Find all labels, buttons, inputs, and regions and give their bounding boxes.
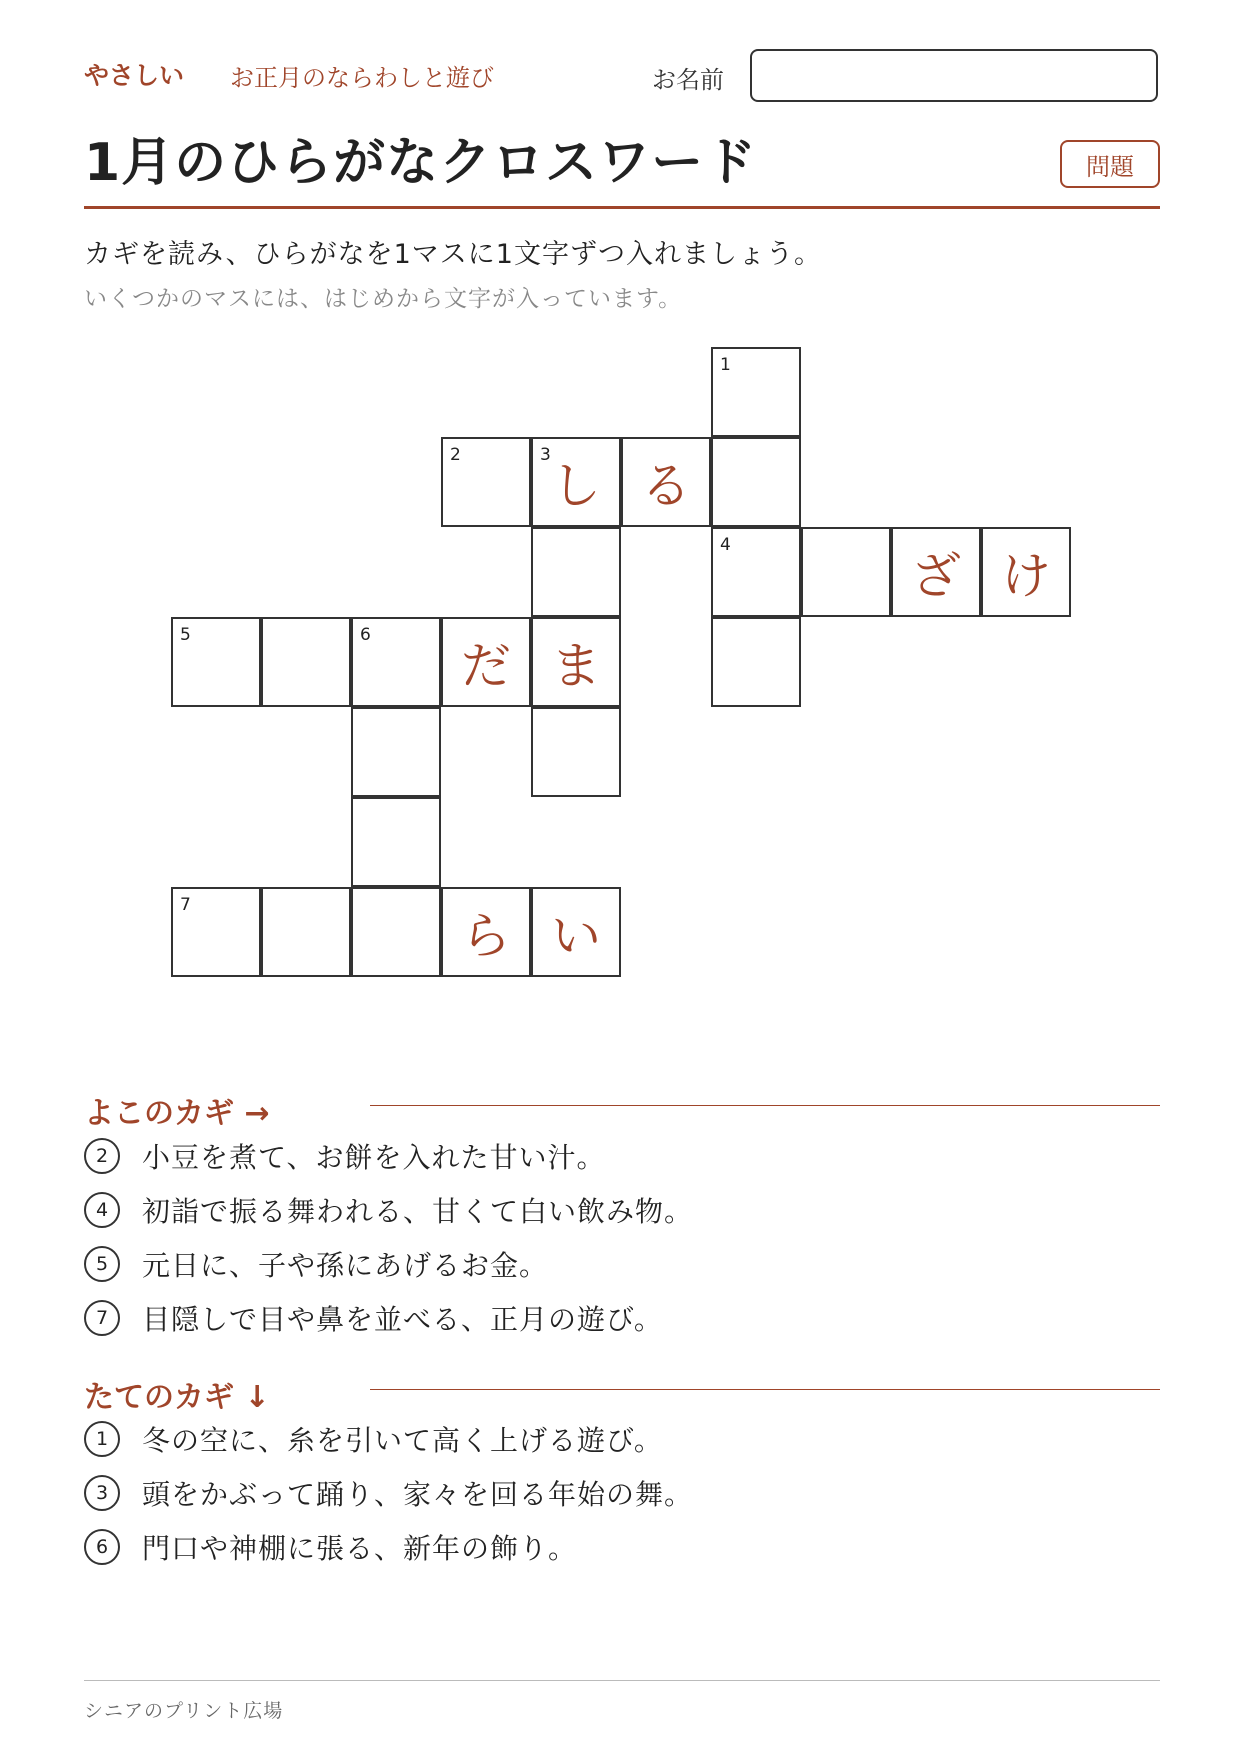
instruction-sub: いくつかのマスには、はじめから文字が入っています。: [84, 286, 683, 312]
grid-cell[interactable]: [531, 887, 621, 977]
cell-letter: [803, 529, 889, 615]
cell-letter: い: [551, 907, 601, 965]
grid-cell[interactable]: [801, 527, 891, 617]
clue-number: 6: [84, 1529, 120, 1565]
grid-cell[interactable]: [711, 437, 801, 527]
clue-item: [84, 1186, 693, 1234]
clue-text: 冬の空に、糸を引いて高く上げる遊び。: [142, 1424, 663, 1457]
across-divider: [370, 1105, 1160, 1106]
cell-letter: [713, 619, 799, 705]
instruction-main: カギを読み、ひらがなを1マスに1文字ずつ入れましょう。: [84, 239, 822, 270]
clue-number: 7: [84, 1300, 120, 1336]
footer-divider: [84, 1680, 1160, 1681]
problem-badge: 問題: [1060, 140, 1160, 188]
grid-cell[interactable]: [441, 437, 531, 527]
cell-letter: [713, 349, 799, 435]
grid-cell[interactable]: [711, 347, 801, 437]
cell-letter: ま: [551, 637, 601, 695]
cell-letter: [443, 439, 529, 525]
cell-letter: [533, 709, 619, 795]
grid-cell[interactable]: [351, 887, 441, 977]
grid-cell[interactable]: [171, 887, 261, 977]
grid-cell[interactable]: [261, 887, 351, 977]
grid-cell[interactable]: [351, 797, 441, 887]
clue-text: 目隠しで目や鼻を並べる、正月の遊び。: [142, 1303, 663, 1336]
clue-text: 小豆を煮て、お餅を入れた甘い汁。: [142, 1141, 606, 1174]
clue-item: [84, 1415, 663, 1463]
clue-text: 頭をかぶって踊り、家々を回る年始の舞。: [142, 1478, 694, 1511]
grid-cell[interactable]: [531, 437, 621, 527]
down-divider: [370, 1389, 1160, 1390]
cell-letter: [263, 619, 349, 705]
clue-text: 元日に、子や孫にあげるお金。: [142, 1249, 549, 1282]
grid-cell[interactable]: [621, 437, 711, 527]
clue-text: 門口や神棚に張る、新年の飾り。: [142, 1532, 578, 1565]
across-heading: よこのカギ →: [84, 1096, 270, 1131]
grid-cell[interactable]: [441, 617, 531, 707]
theme-label: お正月のならわしと遊び: [230, 64, 494, 92]
grid-cell[interactable]: [351, 617, 441, 707]
cell-letter: け: [1001, 547, 1051, 605]
cell-number: 1: [720, 355, 731, 375]
grid-cell[interactable]: [711, 617, 801, 707]
cell-letter: [713, 529, 799, 615]
grid-cell[interactable]: [171, 617, 261, 707]
cell-letter: [353, 799, 439, 885]
grid-cell[interactable]: [531, 527, 621, 617]
cell-letter: ざ: [911, 547, 961, 605]
grid-cell[interactable]: [531, 617, 621, 707]
clue-item: [84, 1240, 548, 1288]
down-heading: たてのカギ ↓: [84, 1380, 270, 1415]
clue-number: 1: [84, 1421, 120, 1457]
cell-letter: [263, 889, 349, 975]
grid-cell[interactable]: [261, 617, 351, 707]
clue-number: 5: [84, 1246, 120, 1282]
grid-cell[interactable]: [891, 527, 981, 617]
page-title: 1月のひらがなクロスワード: [84, 133, 758, 193]
clue-number: 3: [84, 1475, 120, 1511]
cell-letter: [353, 889, 439, 975]
cell-number: 2: [450, 445, 461, 465]
cell-letter: る: [641, 457, 691, 515]
grid-cell[interactable]: [531, 707, 621, 797]
cell-letter: [533, 529, 619, 615]
clue-item: [84, 1523, 577, 1571]
grid-cell[interactable]: [441, 887, 531, 977]
grid-cell[interactable]: [351, 707, 441, 797]
clue-item: [84, 1132, 605, 1180]
difficulty-label: やさしい: [84, 61, 185, 90]
cell-number: 5: [180, 625, 191, 645]
clue-item: [84, 1294, 663, 1342]
cell-letter: [353, 709, 439, 795]
cell-letter: だ: [461, 637, 511, 695]
footer-text: シニアのプリント広場: [84, 1700, 284, 1722]
cell-number: 4: [720, 535, 731, 555]
cell-letter: [353, 619, 439, 705]
cell-number: 3: [540, 445, 551, 465]
clue-number: 4: [84, 1192, 120, 1228]
cell-letter: し: [551, 457, 601, 515]
grid-cell[interactable]: [981, 527, 1071, 617]
cell-letter: [173, 889, 259, 975]
grid-cell[interactable]: [711, 527, 801, 617]
clue-text: 初詣で振る舞われる、甘くて白い飲み物。: [142, 1195, 694, 1228]
cell-number: 7: [180, 895, 191, 915]
clue-number: 2: [84, 1138, 120, 1174]
cell-letter: [713, 439, 799, 525]
cell-letter: ら: [461, 907, 511, 965]
cell-letter: [173, 619, 259, 705]
cell-number: 6: [360, 625, 371, 645]
name-label: お名前: [652, 66, 724, 94]
clue-item: [84, 1469, 693, 1517]
